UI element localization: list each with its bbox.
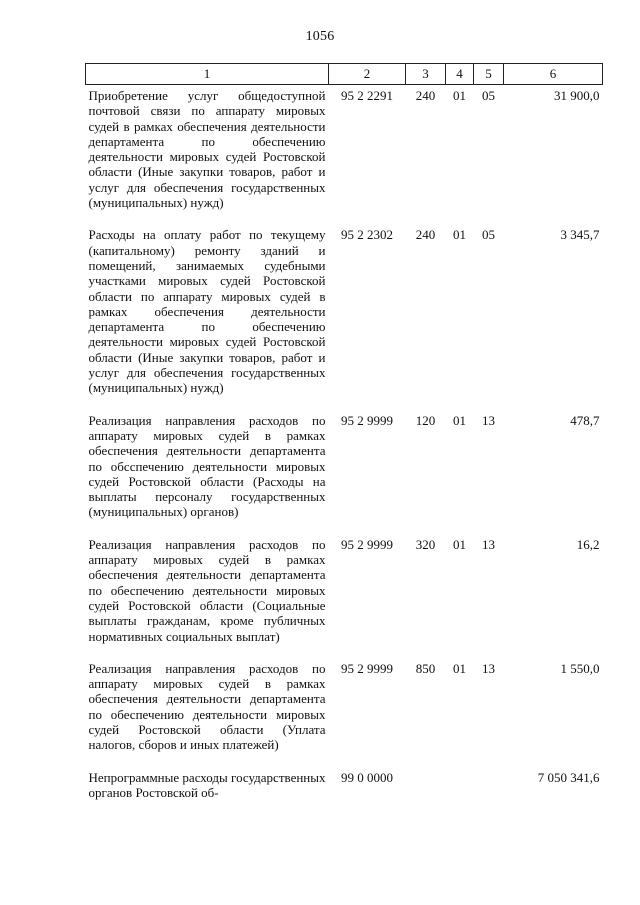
amount: 1 550,0 <box>560 660 600 676</box>
expense-name: Реализация направления расходов по аппарату мировых судей в рамках обеспечения деятельности департамента по обеспечению деятельности мировых судей Ростовской области (Уплата налогов, сборов и иных платежей) <box>88 660 326 753</box>
target-code: 95 2 2291 <box>341 88 393 103</box>
expense-name: Непрограммные расходы государственных органов Ростовской об- <box>88 769 326 800</box>
section: 01 <box>453 88 466 103</box>
expense-type: 240 <box>415 88 436 103</box>
header-col-3: 3 <box>406 64 446 85</box>
amount: 16,2 <box>576 536 600 552</box>
table-row <box>86 224 603 409</box>
expense-name: Реализация направления расходов по аппарату мировых судей в рамках обеспечения деятельности департамента по обсспечению деятельности мировых судей Ростовской области (Расходы на выплаты персоналу государственных (муниципальных) органов) <box>88 412 326 520</box>
expense-name: Расходы на оплату работ по текущему (капитальному) ремонту зданий и помещений, занимаемых судебными участками мировых судей Ростовской области по аппарату мировых судей в рамках обеспечения деятельности департамента по обеспечению деятельности мировых судей Ростовской области (Иные закупки товаров, работ и услуг для обеспечения государственных (муниципальных) нужд) <box>88 227 326 396</box>
subsection: 05 <box>482 227 495 243</box>
header-col-4: 4 <box>446 64 474 85</box>
section: 01 <box>453 412 466 428</box>
subsection: 05 <box>482 88 495 103</box>
subsection: 13 <box>482 660 495 676</box>
expense-type: 240 <box>415 227 436 243</box>
section: 01 <box>453 227 466 243</box>
target-code: 95 2 9999 <box>341 536 393 552</box>
expense-type: 850 <box>415 660 436 676</box>
target-code: 95 2 9999 <box>341 412 393 428</box>
expense-name: Приобретение услуг общедоступной почтовой связи по аппарату мировых судей в рамках обеспечения деятельности департамента по обеспечению деятельности мировых судей Ростовской области (Иные закупки товаров, работ и услуг для обеспечения государственных (муниципальных) нужд) <box>88 88 326 211</box>
table-header <box>86 64 603 85</box>
target-code: 99 0 0000 <box>341 769 393 785</box>
page-number: 1056 <box>305 29 335 44</box>
expense-type: 120 <box>415 412 436 428</box>
header-col-5: 5 <box>474 64 504 85</box>
section: 01 <box>453 536 466 552</box>
header-col-1: 1 <box>86 64 329 85</box>
amount: 31 900,0 <box>554 88 600 103</box>
target-code: 95 2 9999 <box>341 660 393 676</box>
expense-type <box>406 767 446 815</box>
amount: 7 050 341,6 <box>537 769 600 785</box>
table-row <box>86 767 603 815</box>
table-row <box>86 410 603 534</box>
subsection: 13 <box>482 412 495 428</box>
expense-type: 320 <box>415 536 436 552</box>
budget-table <box>85 63 603 814</box>
target-code: 95 2 2302 <box>341 227 393 243</box>
header-row <box>86 64 603 85</box>
section <box>446 767 474 815</box>
subsection: 13 <box>482 536 495 552</box>
table-body <box>86 85 603 815</box>
table-row <box>86 658 603 767</box>
expense-name: Реализация направления расходов по аппарату мировых судей в рамках обеспечения деятельности департамента по обеспечению деятельности мировых судей Ростовской области (Социальные выплаты гражданам, кроме публичных нормативных социальных выплат) <box>88 536 326 644</box>
header-col-2: 2 <box>329 64 406 85</box>
header-col-6: 6 <box>504 64 603 85</box>
amount: 3 345,7 <box>560 227 600 243</box>
section: 01 <box>453 660 466 676</box>
subsection <box>474 767 504 815</box>
table-row <box>86 85 603 225</box>
amount: 478,7 <box>570 412 600 428</box>
table-row <box>86 534 603 658</box>
